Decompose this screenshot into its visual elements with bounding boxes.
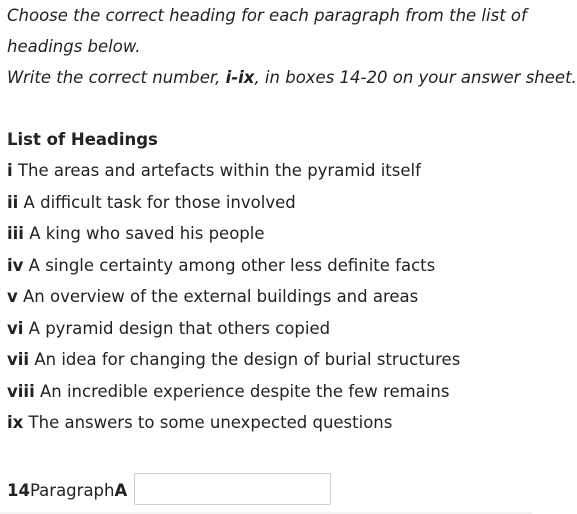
heading-number: vi [7,318,24,338]
heading-number: ix [7,413,24,432]
heading-text: The answers to some unexpected questions [23,413,393,432]
instructions-line-2: headings below. [7,37,141,56]
heading-item [7,281,532,313]
heading-item [7,407,532,439]
instructions-line-3 [7,62,577,93]
headings-title: List of Headings [7,130,158,149]
instructions [7,0,577,93]
heading-text: An idea for changing the design of burial structures [29,350,461,369]
heading-number: vii [7,350,30,369]
heading-text: An incredible experience despite the few remains [34,381,450,401]
instructions-line-3-post: , in boxes 14-20 on your answer sheet. [254,68,577,87]
heading-number: v [7,287,18,306]
heading-number: ii [7,192,19,212]
heading-number: viii [7,381,35,401]
instructions-line-3-pre: Write the correct number, [7,68,226,87]
instructions-range: i-ix [225,68,255,87]
heading-text: The areas and artefacts within the pyramid itself [12,161,421,180]
heading-text: A difficult task for those involved [18,192,296,212]
question-page [7,0,577,500]
heading-item [7,187,532,219]
heading-item [7,313,532,345]
heading-text: A single certainty among other less definite facts [23,255,436,275]
heading-number: i [7,161,13,180]
heading-text: An overview of the external buildings and areas [17,287,419,306]
heading-number: iv [7,255,24,275]
paragraph-letter: A [114,480,128,500]
question-14-row [7,473,127,507]
heading-item [7,250,532,282]
instructions-line-1: Choose the correct heading for each paragraph from the list of [7,6,527,25]
question-label: Paragraph [29,480,115,500]
answer-input-14[interactable] [134,473,331,505]
heading-text: A king who saved his people [23,224,265,243]
heading-text: A pyramid design that others copied [23,318,331,338]
question-number: 14 [7,480,30,500]
heading-item [7,344,532,376]
heading-item [7,376,532,408]
heading-item [7,155,532,187]
heading-number: iii [7,224,24,243]
headings-list [7,155,532,439]
heading-item [7,218,532,250]
